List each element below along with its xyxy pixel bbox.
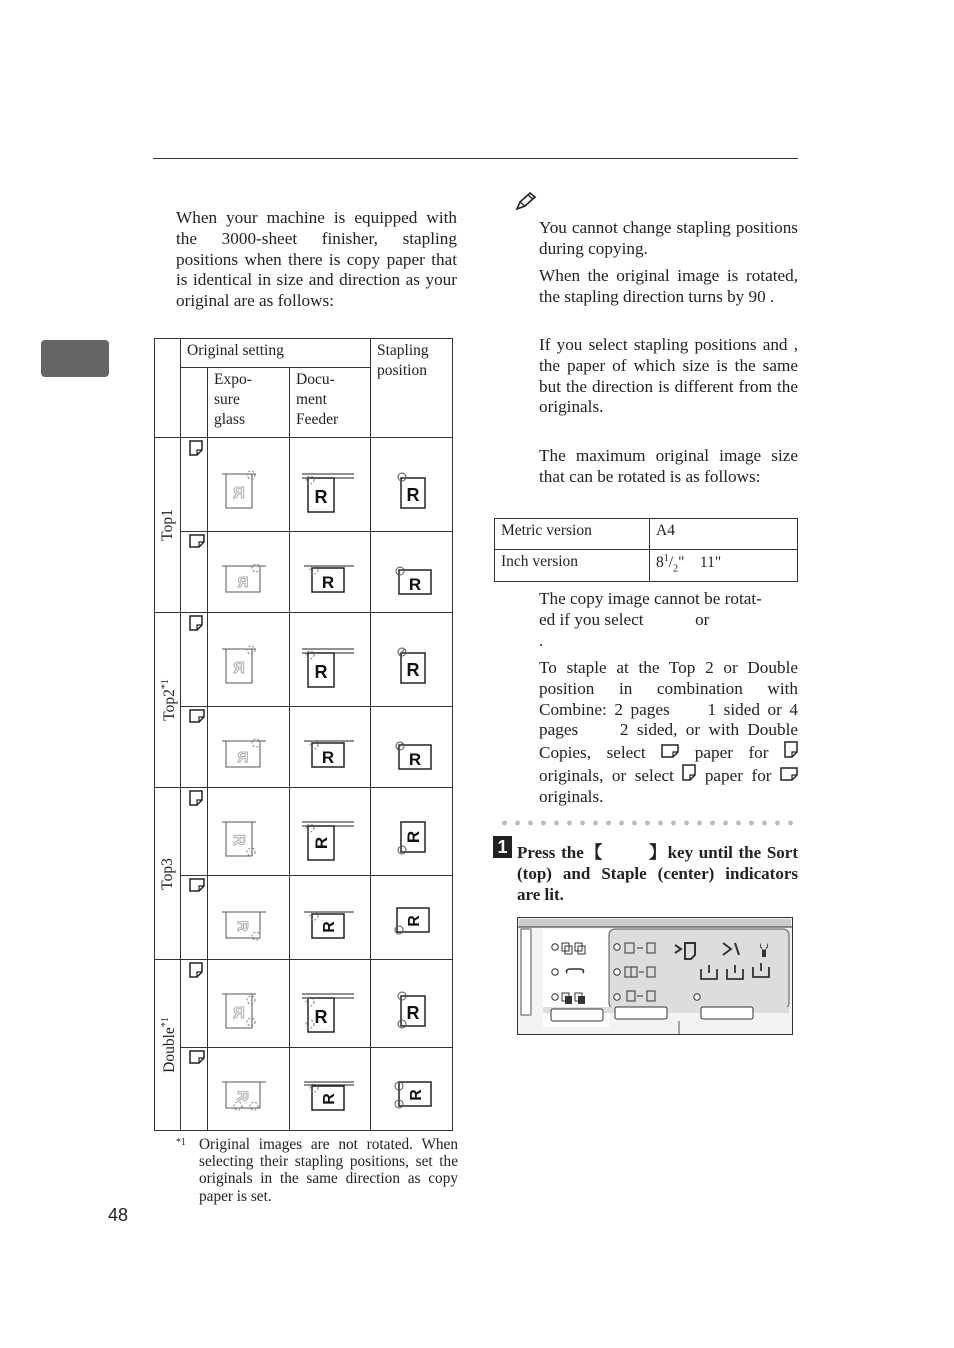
version-label: Inch version xyxy=(495,550,650,582)
portrait-paper-icon xyxy=(181,788,208,876)
header-rule xyxy=(153,158,798,159)
staple-illustration xyxy=(371,1048,453,1131)
duplex-key[interactable] xyxy=(615,1007,667,1019)
dotted-separator xyxy=(498,820,798,826)
footnote-ref: *1 xyxy=(159,679,171,690)
corner-cell xyxy=(155,339,181,438)
header-exposure-glass: Expo- sure glass xyxy=(208,368,290,438)
glass-illustration xyxy=(208,532,290,613)
header-stapling-position: Stapling position xyxy=(371,339,453,438)
group-label: Top3 xyxy=(158,857,176,890)
feeder-illustration xyxy=(290,438,371,532)
blank-header-cell xyxy=(181,368,208,438)
feeder-illustration xyxy=(290,788,371,876)
glass-illustration xyxy=(208,613,290,707)
letter-mark: R xyxy=(406,485,420,505)
staple-illustration xyxy=(371,532,453,613)
letter-mark: R xyxy=(404,830,423,844)
group-top1 xyxy=(155,438,181,613)
feeder-illustration xyxy=(290,960,371,1048)
letter-mark: R xyxy=(237,574,249,591)
note-5-line: ed if you select or xyxy=(539,609,710,629)
note-6 xyxy=(539,658,803,808)
group-label: Top2 xyxy=(160,689,178,721)
letter-mark: R xyxy=(233,1005,245,1022)
function-key[interactable] xyxy=(701,1007,753,1019)
landscape-paper-icon xyxy=(780,767,798,781)
note-2: When the original image is rotated, the stapling direction turns by 90 . xyxy=(539,266,798,306)
feeder-illustration xyxy=(290,532,371,613)
letter-mark: R xyxy=(408,575,422,594)
page-number: 48 xyxy=(108,1205,129,1225)
portrait-paper-icon xyxy=(181,438,208,532)
staple-illustration xyxy=(371,438,453,532)
letter-mark: R xyxy=(406,660,420,680)
glass-illustration xyxy=(208,876,290,960)
pencil-note-icon xyxy=(515,192,537,212)
group-label: Top1 xyxy=(158,509,176,541)
staple-illustration xyxy=(371,876,453,960)
note-6-text: originals, or select xyxy=(539,765,674,785)
note-5 xyxy=(539,589,798,651)
rotation-size-table xyxy=(494,518,798,582)
portrait-paper-icon xyxy=(181,613,208,707)
group-double xyxy=(155,960,181,1131)
version-label: Metric version xyxy=(495,519,650,550)
letter-mark: R xyxy=(314,662,328,682)
portrait-paper-icon xyxy=(784,741,798,758)
letter-mark: R xyxy=(406,1003,420,1023)
footnote-mark: *1 xyxy=(176,1137,186,1148)
glass-illustration xyxy=(208,707,290,788)
header-document-feeder: Docu- ment Feeder xyxy=(290,368,371,438)
footnote xyxy=(176,1136,458,1205)
group-label: Double xyxy=(160,1027,178,1073)
control-panel-illustration xyxy=(517,917,793,1035)
note-5-line: . xyxy=(539,630,544,650)
letter-mark: R xyxy=(312,836,331,850)
feeder-illustration xyxy=(290,707,371,788)
header-original-setting: Original setting xyxy=(181,339,371,368)
glass-illustration xyxy=(208,960,290,1048)
footnote-text: Original images are not rotated. When selecting their stapling positions, set the originals in the same direction as copy paper is set. xyxy=(199,1136,458,1205)
letter-mark: R xyxy=(234,1090,251,1102)
note-3: If you select stapling positions and , the paper of which size is the same but the direction is different from the originals. xyxy=(539,335,798,417)
note-6-text: paper for xyxy=(704,765,772,785)
step-number: 1 xyxy=(493,836,512,858)
landscape-paper-icon xyxy=(181,532,208,613)
staple-illustration xyxy=(371,788,453,876)
feeder-illustration xyxy=(290,613,371,707)
version-value: A4 xyxy=(650,519,798,550)
staple-illustration xyxy=(371,707,453,788)
landscape-paper-icon xyxy=(661,744,679,758)
landscape-paper-icon xyxy=(181,876,208,960)
letter-mark: R xyxy=(321,748,335,767)
letter-mark: R xyxy=(233,660,245,677)
letter-mark: R xyxy=(234,920,251,932)
chapter-tab xyxy=(41,340,109,377)
footnote-ref: *1 xyxy=(159,1017,171,1028)
step-text: Press the【 】key until the Sort (top) and Staple (center) indicators are lit. xyxy=(517,843,803,904)
staple-illustration xyxy=(371,613,453,707)
letter-mark: R xyxy=(408,750,422,769)
note-1: You cannot change stapling positions during copying. xyxy=(539,218,798,258)
version-value xyxy=(650,550,798,582)
sort-key[interactable] xyxy=(551,1009,603,1021)
glass-illustration xyxy=(208,1048,290,1131)
value-whole: 8 xyxy=(656,554,664,572)
intro-paragraph: When your machine is equipped with the 3000-sheet finisher, stapling positions when there is copy paper that is identical in size and direction as your original are as follows: xyxy=(176,208,457,311)
note-6-text: paper for xyxy=(694,743,769,763)
letter-mark: R xyxy=(237,749,249,766)
glass-illustration xyxy=(208,788,290,876)
note-6-text: originals. xyxy=(539,786,604,806)
portrait-paper-icon xyxy=(682,764,696,781)
letter-mark: R xyxy=(230,834,247,846)
group-top2 xyxy=(155,613,181,788)
letter-mark: R xyxy=(406,915,423,927)
note-6-text: To staple at the Top 2 or Double position in combination with Combine: 2 pages 1 sided or 4 pages 2 sided, or with Double Copies, select xyxy=(539,658,803,763)
letter-mark: R xyxy=(321,573,335,592)
letter-mark: R xyxy=(314,1007,328,1027)
portrait-paper-icon xyxy=(181,960,208,1048)
letter-mark: R xyxy=(314,487,328,507)
landscape-paper-icon xyxy=(181,707,208,788)
landscape-paper-icon xyxy=(181,1048,208,1131)
note-5-line: The copy image cannot be rotat- xyxy=(539,589,762,608)
staple-illustration xyxy=(371,960,453,1048)
value-slash: / xyxy=(668,554,674,572)
letter-mark: R xyxy=(321,1093,338,1105)
letter-mark: R xyxy=(408,1089,425,1101)
value-rest: " 11" xyxy=(678,554,722,572)
value-denominator: 2 xyxy=(673,563,679,575)
value-numerator: 1 xyxy=(663,553,669,564)
note-4: The maximum original image size that can be rotated is as follows: xyxy=(539,446,798,486)
letter-mark: R xyxy=(321,921,338,933)
letter-mark: R xyxy=(233,485,245,502)
glass-illustration xyxy=(208,438,290,532)
feeder-illustration xyxy=(290,1048,371,1131)
group-top3 xyxy=(155,788,181,960)
stapling-table xyxy=(154,338,453,1131)
feeder-illustration xyxy=(290,876,371,960)
